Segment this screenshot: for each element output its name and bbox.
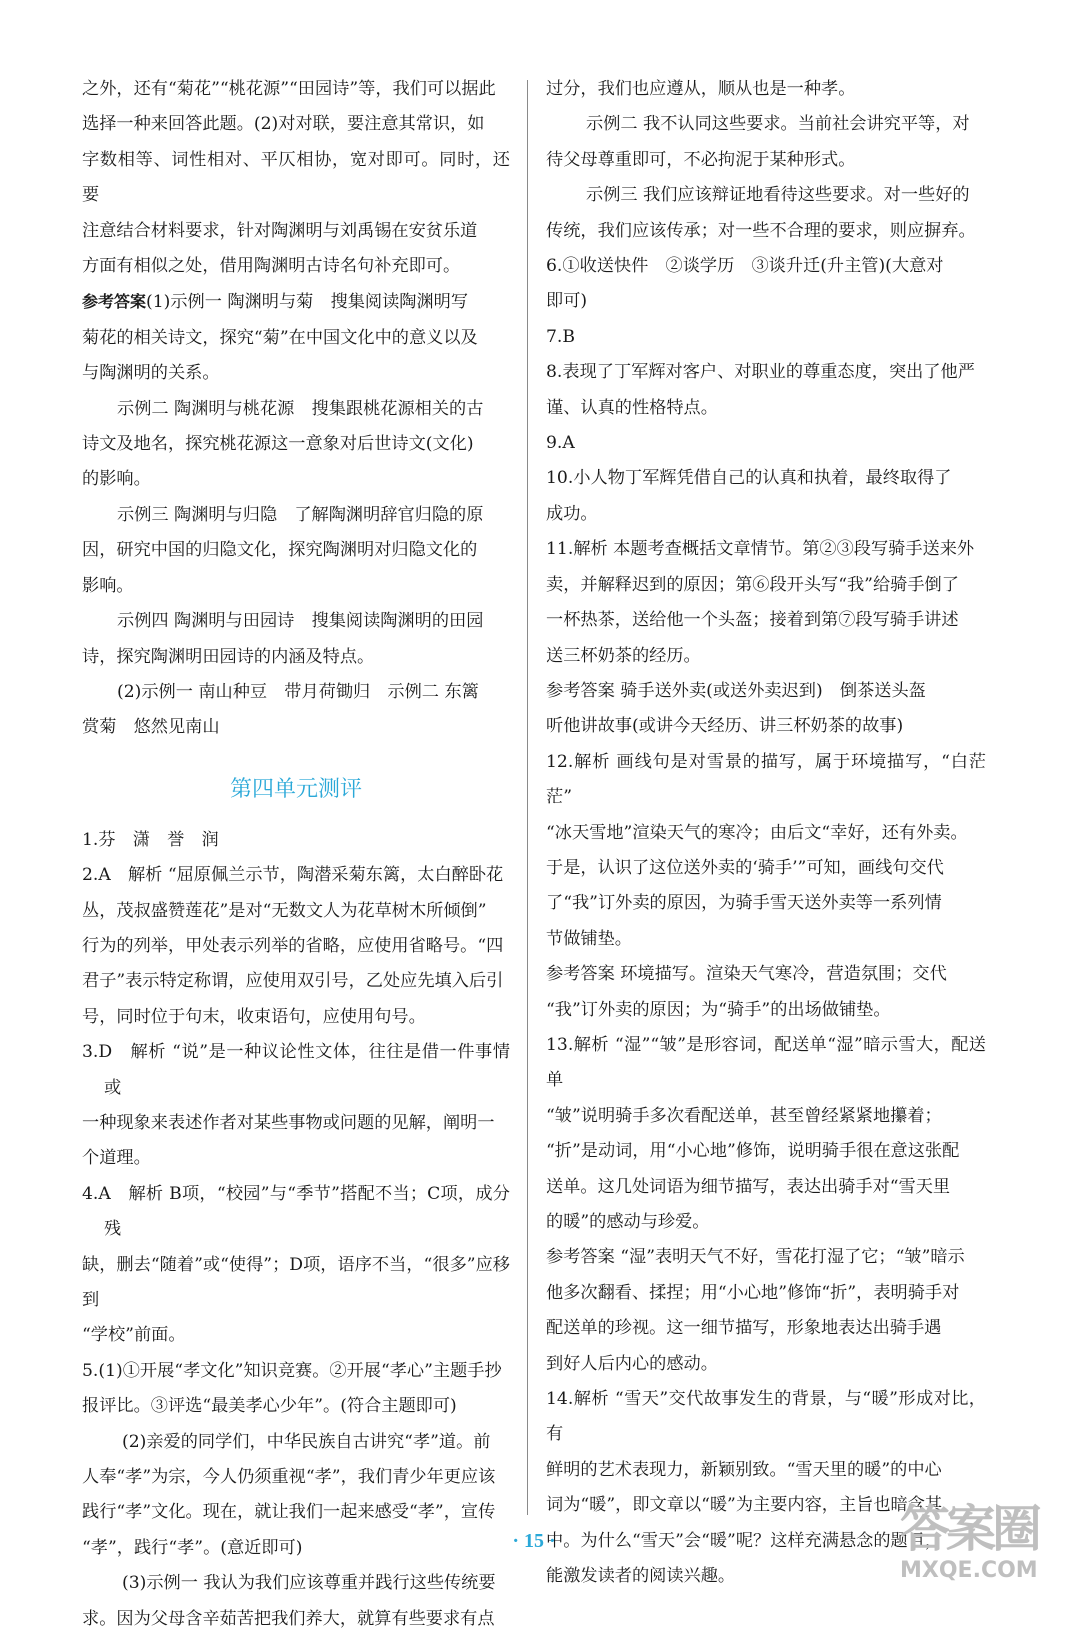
text-line: 送单。这几处词语为细节描写，表达出骑手对“雪天里 <box>546 1176 951 1197</box>
text-line: 行为的列举，甲处表示列举的省略，应使用省略号。“四 <box>82 935 504 956</box>
text-line: “皱”说明骑手多次看配送单，甚至曾经紧紧地攥着； <box>546 1105 942 1126</box>
text-line: 听他讲故事(或讲今天经历、讲三杯奶茶的故事) <box>546 716 904 737</box>
question-4: 4.A 解析 B项，“校园”与“季节”搭配不当；C项，成分残 <box>82 1183 510 1240</box>
watermark-logo <box>900 1500 1050 1590</box>
text-line: 示例三 我们应该辩证地看待这些要求。对一些好的 <box>586 185 970 206</box>
text-line: 求。因为父母含辛茹苦把我们养大，就算有些要求有点 <box>82 1608 495 1629</box>
text-line: 与陶渊明的关系。 <box>82 363 220 384</box>
question-11: 11.解析 本题考查概括文章情节。第②③段写骑手送来外 <box>546 539 975 560</box>
text-line: “我”订外卖的原因；为“骑手”的出场做铺垫。 <box>546 999 891 1020</box>
text-line: 示例二 我不认同这些要求。当前社会讲究平等，对 <box>586 114 970 135</box>
text-line: 一杯热茶，送给他一个头盔；接着到第⑦段写骑手讲述 <box>546 610 959 631</box>
text-line: 能激发读者的阅读兴趣。 <box>546 1566 736 1587</box>
text-line: 菊花的相关诗文，探究“菊”在中国文化中的意义以及 <box>82 327 478 348</box>
text-line: 传统，我们应该传承；对一些不合理的要求，则应摒弃。 <box>546 220 976 241</box>
question-7: 7.B <box>546 326 576 347</box>
section-title: 第四单元测评 <box>229 776 362 802</box>
text-line: “折”是动词，用“小心地”修饰，说明骑手很在意这张配 <box>546 1141 960 1162</box>
text-line: 鲜明的艺术表现力，新颖别致。“雪天里的暖”的中心 <box>546 1459 942 1480</box>
question-3: 3.D 解析 “说”是一种议论性文体，往往是借一件事情或 <box>82 1042 510 1098</box>
text-line: 示例三 陶渊明与归隐 了解陶渊明辞官归隐的原 <box>117 504 484 525</box>
text-line: 影响。 <box>82 575 134 596</box>
text-line: 践行“孝”文化。现在，就让我们一起来感受“孝”，宣传 <box>82 1502 496 1523</box>
text-line: (2)示例一 南山种豆 带月荷锄归 示例二 东篱 <box>117 681 479 702</box>
text-line: 诗，探究陶渊明田园诗的内涵及特点。 <box>82 646 375 667</box>
question-12: 12.解析 画线句是对雪景的描写，属于环境描写，“白茫茫” <box>546 751 986 808</box>
answer-line: 参考答案 “湿”表明天气不好，雪花打湿了它；“皱”暗示 <box>546 1247 965 1268</box>
page-number: · 15 · <box>512 1530 556 1552</box>
text-line: 个道理。 <box>82 1148 151 1169</box>
text-line: 送三杯奶茶的经历。 <box>546 645 701 666</box>
answer-label: 参考答案 <box>82 292 147 312</box>
text-line: (2)亲爱的同学们，中华民族自古讲究“孝”道。前 <box>122 1431 491 1452</box>
text-line: 示例二 陶渊明与桃花源 搜集跟桃花源相关的古 <box>117 398 484 419</box>
text-line: 到好人后内心的感动。 <box>546 1353 718 1374</box>
question-6: 6.①收送快件 ②谈学历 ③谈升迁(升主管)(大意对 <box>546 256 944 277</box>
text-line: “冰天雪地”渲染天气的寒冷；由后文“幸好，还有外卖。 <box>546 822 968 843</box>
text-line: 选择一种来回答此题。(2)对对联，要注意其常识，如 <box>82 114 485 135</box>
question-5: 5.(1)①开展“孝文化”知识竞赛。②开展“孝心”主题手抄 <box>82 1360 502 1381</box>
text-line: 缺，删去“随着”或“使得”；D项，语序不当，“很多”应移到 <box>82 1254 510 1310</box>
watermark-url: MXQE.COM <box>900 1558 1038 1583</box>
text-line: 号，同时位于句末，收束语句，应使用句号。 <box>82 1006 426 1027</box>
left-column <box>82 72 510 1637</box>
text-line: (3)示例一 我认为我们应该尊重并践行这些传统要 <box>122 1573 496 1594</box>
text-line: “孝”，践行“孝”。(意近即可) <box>82 1537 303 1558</box>
question-9: 9.A <box>546 433 575 454</box>
question-13: 13.解析 “湿”“皱”是形容词，配送单“湿”暗示雪大，配送单 <box>546 1034 986 1091</box>
question-10: 10.小人物丁军辉凭借自己的认真和执着，最终取得了 <box>546 468 952 489</box>
text-line: 过分，我们也应遵从，顺从也是一种孝。 <box>546 79 856 99</box>
text-line: 他多次翻看、揉捏；用“小心地”修饰“折”，表明骑手对 <box>546 1282 960 1303</box>
text-line: 赏菊 悠然见南山 <box>82 717 220 738</box>
text-line: 君子”表示特定称谓，应使用双引号，乙处应先填入后引 <box>82 971 504 992</box>
answer-line: 参考答案 环境描写。渲染天气寒冷，营造氛围；交代 <box>546 964 947 985</box>
text-line: 节做铺垫。 <box>546 928 632 949</box>
text-line: 字数相等、词性相对、平仄相协，宽对即可。同时，还要 <box>82 149 510 206</box>
text-line: 卖，并解释迟到的原因；第⑥段开头写“我”给骑手倒了 <box>546 574 959 595</box>
text-line: 配送单的珍视。这一细节描写，形象地表达出骑手遇 <box>546 1318 942 1339</box>
text-line: 之外，还有“菊花”“桃花源”“田园诗”等，我们可以据此 <box>82 79 496 99</box>
text-line: 一种现象来表述作者对某些事物或问题的见解，阐明一 <box>82 1112 495 1133</box>
right-column <box>546 72 986 1594</box>
text-line: 于是，认识了这位送外卖的‘骑手’”可知，画线句交代 <box>546 857 944 878</box>
answer-line: 参考答案 骑手送外卖(或送外卖迟到) 倒茶送头盔 <box>546 680 926 701</box>
question-8: 8.表现了丁军辉对客户、对职业的尊重态度，突出了他严 <box>546 362 975 383</box>
question-14: 14.解析 “雪天”交代故事发生的背景，与“暖”形成对比，有 <box>546 1389 986 1445</box>
question-2: 2.A 解析 “屈原佩兰示节，陶潜采菊东篱，太白醉卧花 <box>82 865 504 886</box>
text-line: 了“我”订外卖的原因，为骑手雪天送外卖等一系列情 <box>546 893 942 914</box>
text-line: 注意结合材料要求，针对陶渊明与刘禹锡在安贫乐道 <box>82 220 478 241</box>
text-line: 即可) <box>546 291 588 312</box>
text-line: 待父母尊重即可，不必拘泥于某种形式。 <box>546 149 856 170</box>
text-line: 方面有相似之处，借用陶渊明古诗名句补充即可。 <box>82 256 461 277</box>
text-line: 成功。 <box>546 503 598 524</box>
watermark-text: 答案圈 <box>900 1500 1038 1558</box>
text-line: 报评比。③评选“最美孝心少年”。(符合主题即可) <box>82 1396 457 1417</box>
text-line: 丛，茂叔盛赞莲花”是对“无数文人为花草树木所倾倒” <box>82 900 487 921</box>
answer-line: 参考答案(1)示例一 陶渊明与菊 搜集阅读陶渊明写 <box>82 292 469 313</box>
question-1: 1.芬 潇 誉 润 <box>82 829 219 850</box>
text-line: 的暖”的感动与珍爱。 <box>546 1212 710 1232</box>
text-line: 示例四 陶渊明与田园诗 搜集阅读陶渊明的田园 <box>117 611 484 632</box>
text-line: 诗文及地名，探究桃花源这一意象对后世诗文(文化) <box>82 434 474 455</box>
text-line: “学校”前面。 <box>82 1325 186 1346</box>
text-line: 谨、认真的性格特点。 <box>546 397 718 418</box>
text-line: 因，研究中国的归隐文化，探究陶渊明对归隐文化的 <box>82 540 478 561</box>
text-line: 词为“暖”，即文章以“暖”为主要内容，主旨也暗含其 <box>546 1495 943 1516</box>
text-line: 中。为什么“雪天”会“暖”呢？这样充满悬念的题目， <box>546 1530 943 1551</box>
text-line: 的影响。 <box>82 469 151 490</box>
column-divider <box>527 80 528 1515</box>
text-line: 人奉“孝”为宗，今人仍须重视“孝”，我们青少年更应该 <box>82 1467 496 1488</box>
